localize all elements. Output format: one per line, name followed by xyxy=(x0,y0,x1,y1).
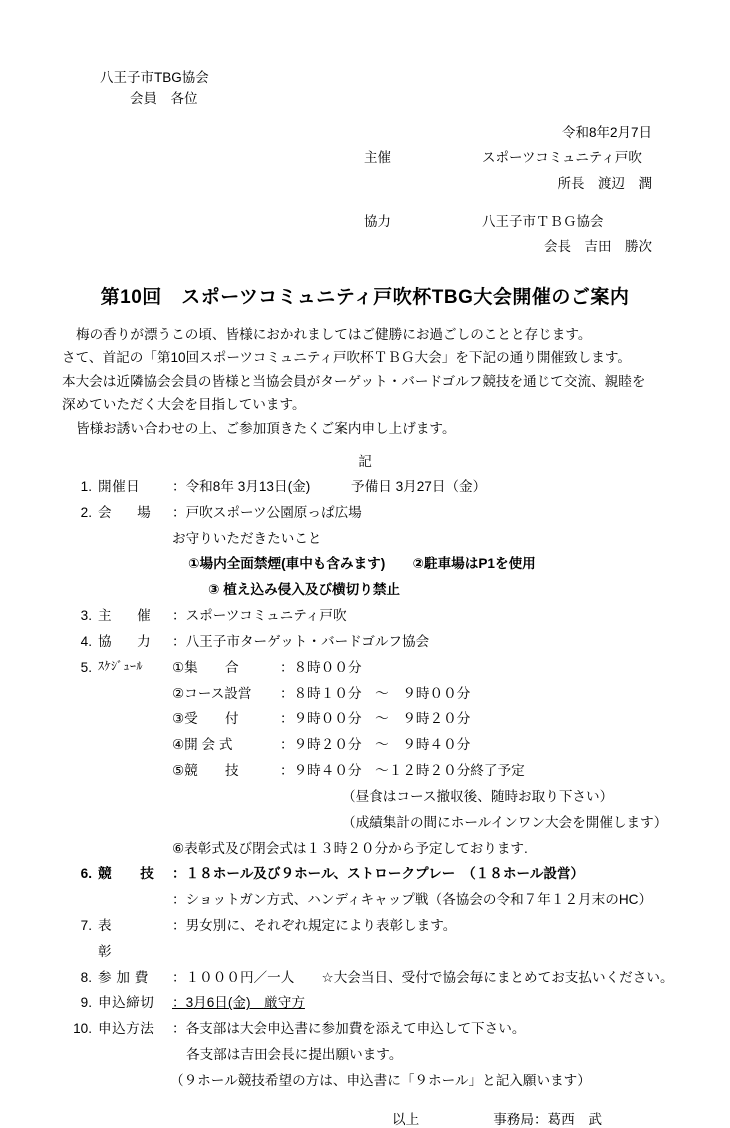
schedule-lines xyxy=(172,655,690,862)
item-number: 8. xyxy=(80,969,92,985)
intro-block xyxy=(62,323,670,440)
list-item xyxy=(60,990,690,1016)
footer-secretariat: 事務局：葛西 武 xyxy=(493,1111,602,1127)
recipient-members: 会員 各位 xyxy=(130,90,198,106)
schedule-row xyxy=(172,706,690,732)
schedule-note-1: （昼食はコース撤収後、随時お取り下さい） xyxy=(342,788,614,804)
item-value: ：令和8年 3月13日(金) 予備日 3月27日（金） xyxy=(172,478,487,494)
list-item xyxy=(60,629,690,655)
item-number: 5. xyxy=(80,659,92,675)
intro-paragraph-1: 梅の香りが漂うこの頃、皆様におかれましてはご健勝にお過ごしのことと存じます。 xyxy=(76,327,592,343)
item-label: 協 力 xyxy=(98,633,157,649)
item-number: 3. xyxy=(80,608,92,624)
item-value: ：各支部は大会申込書に参加費を添えて申込して下さい。 xyxy=(172,1021,526,1037)
schedule-row xyxy=(172,732,690,758)
details-list xyxy=(60,474,690,1094)
support-value: 八王子市ＴＢＧ協会 xyxy=(482,213,604,229)
schedule-row xyxy=(172,758,690,784)
item-value: ：八王子市ターゲット・バードゴルフ協会 xyxy=(172,633,430,649)
item-value: ：戸吹スポーツ公園原っぱ広場 xyxy=(172,504,362,520)
schedule-name: ③受 付 xyxy=(172,711,239,727)
organizer-label: 主催 xyxy=(364,150,391,166)
support-label: 協力 xyxy=(364,213,391,229)
list-item xyxy=(60,1016,690,1042)
schedule-name: ④開 会 式 xyxy=(172,737,233,753)
recipient-association: 八王子市TBG協会 xyxy=(100,70,209,85)
item-number: 9. xyxy=(80,995,92,1011)
schedule-note-3: ⑥表彰式及び閉会式は１３時２０分から予定しております. xyxy=(172,840,528,856)
document-date: 令和8年2月7日 xyxy=(561,124,652,140)
item-value: ：１８ホール及び９ホール、ストロークプレー （１８ホール設営） xyxy=(172,866,585,882)
schedule-time: ：９時００分 ～ ９時２０分 xyxy=(280,711,471,727)
page-title: 第10回 スポーツコミュニティ戸吹杯TBG大会開催のご案内 xyxy=(100,287,630,309)
venue-note-head: お守りいただきたいこと xyxy=(172,530,322,546)
intro-paragraph-4: 深めていただく大会を目指しています。 xyxy=(62,397,306,413)
item-value: ：男女別に、それぞれ規定により表彰します。 xyxy=(172,918,457,933)
intro-paragraph-3: 本大会は近隣協会会員の皆様と当協会員がターゲット・バードゴルフ競技を通じて交流、親睦を xyxy=(62,373,646,389)
item-label: 申込方法 xyxy=(98,1021,155,1037)
footer-ijou: 以上 xyxy=(392,1111,420,1127)
item-number: 7. xyxy=(80,918,92,933)
schedule-note-2: （成績集計の間にホールインワン大会を開催します） xyxy=(342,814,668,830)
item-label: 開催日 xyxy=(98,478,141,494)
list-item xyxy=(60,965,690,991)
director-row xyxy=(0,171,730,197)
chairman-row xyxy=(0,234,730,260)
schedule-item xyxy=(60,655,690,862)
item-label: 競 技 xyxy=(98,866,155,882)
item-value: ：3月6日(金) 厳守方 xyxy=(172,995,305,1011)
organizer-value: スポーツコミュニティ戸吹 xyxy=(482,150,642,166)
schedule-row xyxy=(172,681,690,707)
schedule-name: ⑤競 技 xyxy=(172,763,239,779)
ki-marker: 記 xyxy=(358,453,372,469)
schedule-row xyxy=(172,655,690,681)
schedule-name: ②コース設営 xyxy=(172,685,252,701)
item-label: 申込締切 xyxy=(98,995,155,1011)
item-label: 会 場 xyxy=(98,504,157,520)
organizer-row xyxy=(0,145,730,171)
schedule-note-row xyxy=(172,836,690,862)
schedule-name: ①集 合 xyxy=(172,659,239,675)
list-item xyxy=(60,474,690,500)
item-number: 2. xyxy=(80,504,92,520)
schedule-time: ：８時００分 xyxy=(280,659,362,675)
item-number: 10. xyxy=(73,1021,92,1037)
chairman-spacer xyxy=(364,234,482,260)
item-number: 6. xyxy=(80,866,92,882)
list-item xyxy=(60,913,690,965)
recipient-block xyxy=(100,68,730,110)
schedule-time: ：９時２０分 ～ ９時４０分 xyxy=(280,737,471,753)
schedule-note-row xyxy=(342,810,690,836)
document-date-block xyxy=(0,120,730,146)
list-item xyxy=(60,603,690,629)
intro-paragraph-5: 皆様お誘い合わせの上、ご参加頂きたくご案内申し上げます。 xyxy=(76,420,456,436)
support-row xyxy=(0,209,730,235)
intro-paragraph-2: さて、首記の「第10回スポーツコミュニティ戸吹杯ＴＢＧ大会」を下記の通り開催致します。 xyxy=(62,350,631,366)
venue-note-1: ①場内全面禁煙(車中も含みます) ②駐車場はP1を使用 xyxy=(188,556,536,572)
footer-block xyxy=(0,1108,730,1128)
item-label: 主 催 xyxy=(98,608,157,624)
director-name: 所長 渡辺 潤 xyxy=(557,176,652,192)
chairman-name: 会長 吉田 勝次 xyxy=(544,239,652,255)
item-label: 参 加 費 xyxy=(98,969,149,985)
document-page xyxy=(0,68,730,1127)
schedule-note-row xyxy=(342,784,690,810)
item-number: 4. xyxy=(80,633,92,649)
director-spacer xyxy=(364,171,482,197)
venue-note-2: ③ 植え込み侵入及び横切り禁止 xyxy=(208,582,401,598)
item-label: 表 彰 xyxy=(98,918,157,959)
item-value: ：ショットガン方式、ハンディキャップ戦（各協会の令和７年１２月末のHC） xyxy=(172,892,653,908)
list-item xyxy=(60,861,690,887)
item-label: ｽｹｼﾞｭｰﾙ xyxy=(98,658,144,673)
schedule-time: ：９時４０分 ～１２時２０分終了予定 xyxy=(280,763,525,779)
schedule-time: ：８時１０分 ～ ９時００分 xyxy=(280,685,471,701)
item-number: 1. xyxy=(80,478,92,494)
apply-note-2: （９ホール競技希望の方は、申込書に「９ホール」と記入願います） xyxy=(170,1072,591,1088)
apply-note-1: 各支部は吉田会長に提出願います。 xyxy=(186,1047,403,1063)
list-item xyxy=(60,500,690,526)
list-item xyxy=(60,887,690,913)
item-value: ：１０００円／一人 ☆大会当日、受付で協会毎にまとめてお支払いください。 xyxy=(172,969,674,985)
item-value: ：スポーツコミュニティ戸吹 xyxy=(172,608,347,624)
